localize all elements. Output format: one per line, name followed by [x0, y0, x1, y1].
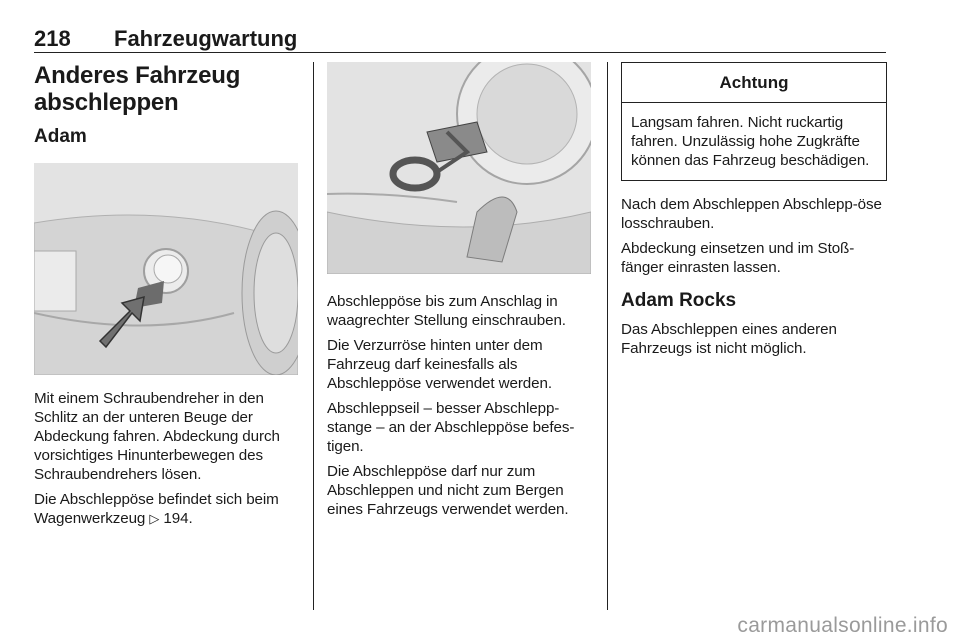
section-title: Anderes Fahrzeug abschleppen	[34, 62, 241, 116]
warning-text: Langsam fahren. Nicht ruckartig fahren. Unzulässig hohe Zugkräfte können das Fahrzeug beschädigen.	[631, 114, 870, 169]
column-divider	[607, 62, 608, 610]
page-number: 218	[34, 26, 71, 51]
paragraph-tool-location	[34, 490, 300, 528]
paragraph-not-possible: Das Abschleppen eines anderen Fahrzeugs ist nicht möglich.	[621, 321, 837, 357]
watermark: carmanualsonline.info	[737, 614, 948, 637]
paragraph-unscrew: Nach dem Abschleppen Abschlepp-öse losschrauben.	[621, 196, 882, 232]
paragraph-tow-rope: Abschleppseil – besser Abschlepp-stange – an der Abschleppöse befes-tigen.	[327, 400, 575, 455]
chapter-title: Fahrzeugwartung	[114, 26, 298, 51]
paragraph-screwdriver: Mit einem Schraubendreher in den Schlitz an der unteren Beuge der Abdeckung fahren. Abdeckung durch vorsichtiges Hinunterbewegen des Schraubendrehers lösen.	[34, 390, 280, 483]
bumper-cover-drawing	[34, 163, 298, 375]
warning-body	[622, 103, 886, 180]
illustration-towing-eye	[327, 62, 591, 274]
warning-title: Achtung	[622, 63, 886, 103]
column-divider	[313, 62, 314, 610]
towing-eye-drawing	[327, 62, 591, 274]
paragraph-usage: Die Abschleppöse darf nur zum Abschleppen und nicht zum Bergen eines Fahrzeugs verwendet werden.	[327, 463, 569, 518]
column-1	[34, 62, 300, 528]
warning-box	[621, 62, 887, 181]
section-subtitle: Adam	[34, 126, 87, 147]
paragraph-insert-cover: Abdeckung einsetzen und im Stoß-fänger einrasten lassen.	[621, 240, 855, 276]
illustration-bumper-cover	[34, 163, 298, 375]
column-2	[327, 62, 593, 519]
page-reference: 194.	[163, 510, 193, 527]
section-subtitle-adam-rocks: Adam Rocks	[621, 290, 737, 311]
column-3	[621, 62, 887, 358]
paragraph-tool-location-text: Die Abschleppöse befindet sich beim Wagenwerkzeug	[34, 491, 279, 527]
paragraph-screw-in: Abschleppöse bis zum Anschlag in waagrechter Stellung einschrauben.	[327, 293, 566, 329]
page-reference-icon: ▷	[149, 511, 160, 526]
page-header	[34, 20, 886, 53]
paragraph-lashing-eye: Die Verzurröse hinten unter dem Fahrzeug darf keinesfalls als Abschleppöse verwendet werden.	[327, 337, 552, 392]
